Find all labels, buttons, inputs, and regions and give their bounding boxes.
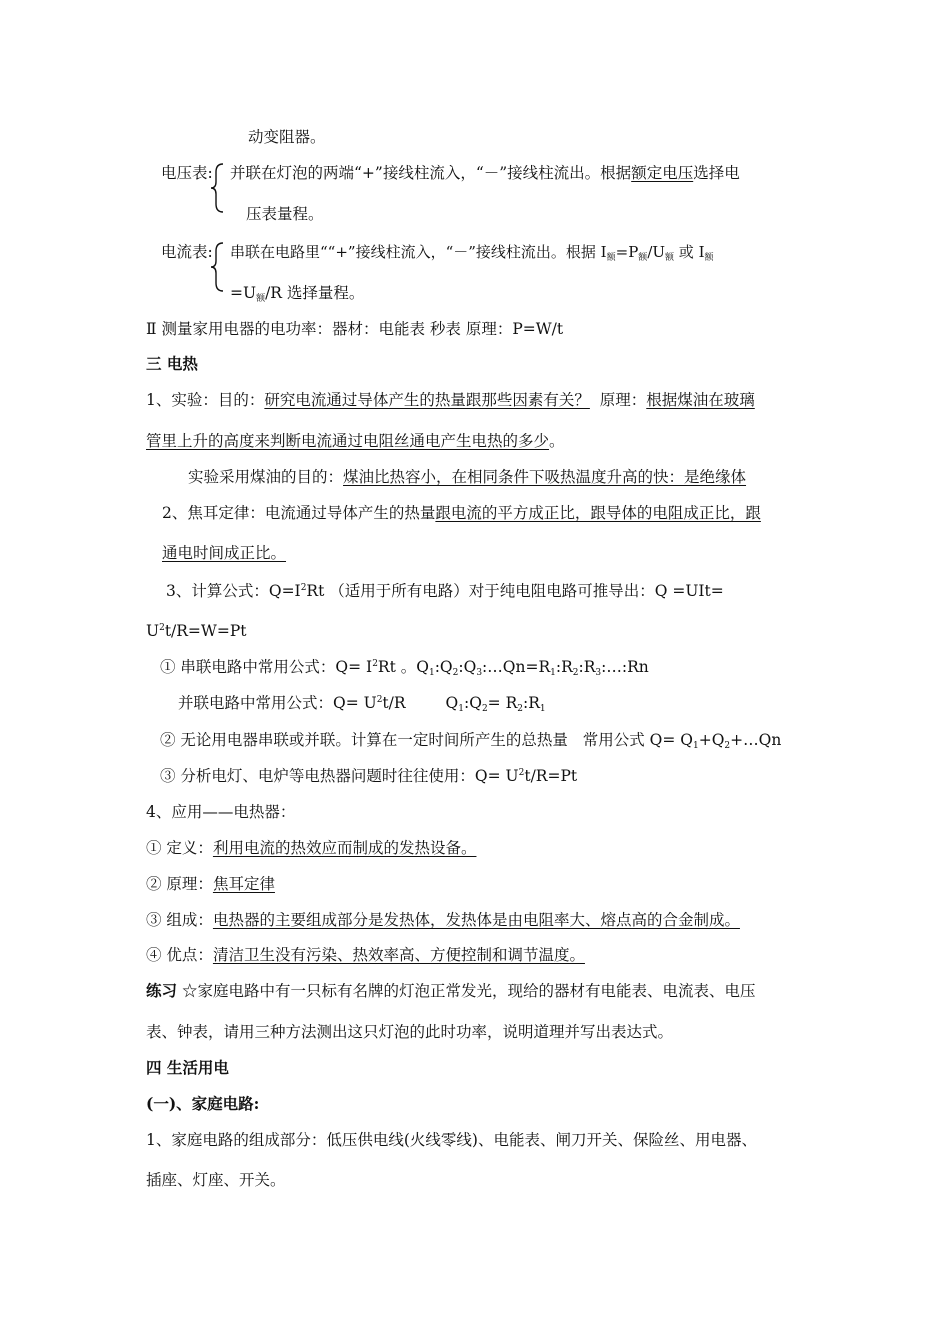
text-line: 练习 ☆家庭电路中有一只标有名牌的灯泡正常发光，现给的器材有电能表、电流表、电压 bbox=[146, 981, 756, 1000]
text-line: Ⅱ 测量家用电器的电功率：器材：电能表 秒表 原理：P=W/t bbox=[146, 320, 564, 338]
text-line: 1、家庭电路的组成部分：低压供电线(火线零线)、电能表、闸刀开关、保险丝、用电器、 bbox=[146, 1131, 757, 1149]
text-line: 并联电路中常用公式：$Q= U^2t/R$ $Q_1:Q_2=$ $R_2:R_1$ bbox=[178, 694, 546, 714]
text-line: 3、计算公式：$Q=I^2Rt$ （适用于所有电路）对于纯电阻电路可推导出：Q =UIt= bbox=[166, 582, 724, 600]
text-line: 实验采用煤油的目的：煤油比热容小，在相同条件下吸热温度升高的快：是绝缘体 bbox=[188, 468, 747, 486]
text-line: ③ 组成：电热器的主要组成部分是发热体，发热体是由电阻率大、熔点高的合金制成。 bbox=[146, 911, 740, 929]
text-line: 压表量程。 bbox=[246, 205, 324, 223]
text-line: 2、焦耳定律：电流通过导体产生的热量跟电流的平方成正比，跟导体的电阻成正比，跟 bbox=[162, 504, 761, 522]
text-line: 通电时间成正比。 bbox=[162, 544, 287, 562]
text-line: $=U_额/R$ 选择量程。 bbox=[230, 284, 365, 304]
text-line: 动变阻器。 bbox=[248, 128, 326, 146]
practice-label: 练习 bbox=[146, 981, 178, 1000]
text-line: ① 串联电路中常用公式：$Q= I^2Rt$ 。$Q_1:Q_2:Q_3:\dots Qn=R_1:R_2:R_3:\dots:Rn$ bbox=[160, 658, 649, 678]
ammeter-label: 电流表: bbox=[161, 243, 213, 261]
text-line: $U^2t/R=W=Pt$ bbox=[146, 622, 247, 640]
section-heading: 三 电热 bbox=[146, 354, 198, 373]
text-line: 并联在灯泡的两端“+”接线柱流入，“－”接线柱流出。根据额定电压选择电 bbox=[230, 164, 740, 182]
text-line: 4、应用——电热器： bbox=[146, 803, 296, 821]
curly-brace-icon bbox=[210, 162, 226, 214]
voltmeter-label: 电压表: bbox=[161, 164, 213, 182]
text-line: ④ 优点：清洁卫生没有污染、热效率高、方便控制和调节温度。 bbox=[146, 946, 585, 964]
text-line: ① 定义：利用电流的热效应而制成的发热设备。 bbox=[146, 839, 477, 857]
text-line: 1、实验：目的：研究电流通过导体产生的热量跟那些因素有关？ 原理：根据煤油在玻璃 bbox=[146, 391, 755, 409]
subsection-heading: (一)、家庭电路: bbox=[146, 1094, 260, 1113]
text-line: ② 无论用电器串联或并联。计算在一定时间所产生的总热量 常用公式 $Q= Q_1+Q_2+\dots Qn$ bbox=[160, 731, 782, 751]
text-line: 串联在电路里““+”接线柱流入，“－”接线柱流出。根据 $I_额=P_额/U_额$ 或 $I_额$ bbox=[230, 243, 714, 263]
section-heading: 四 生活用电 bbox=[146, 1058, 229, 1077]
text-line: ③ 分析电灯、电炉等电热器问题时往往使用：$Q= U^2t/R=Pt$ bbox=[160, 767, 578, 785]
text-line: ② 原理：焦耳定律 bbox=[146, 875, 275, 893]
text-line: 插座、灯座、开关。 bbox=[146, 1171, 286, 1189]
curly-brace-icon bbox=[210, 241, 226, 293]
text-line: 表、钟表，请用三种方法测出这只灯泡的此时功率，说明道理并写出表达式。 bbox=[146, 1023, 674, 1041]
text-line: 管里上升的高度来判断电流通过电阻丝通电产生电热的多少。 bbox=[146, 432, 565, 450]
